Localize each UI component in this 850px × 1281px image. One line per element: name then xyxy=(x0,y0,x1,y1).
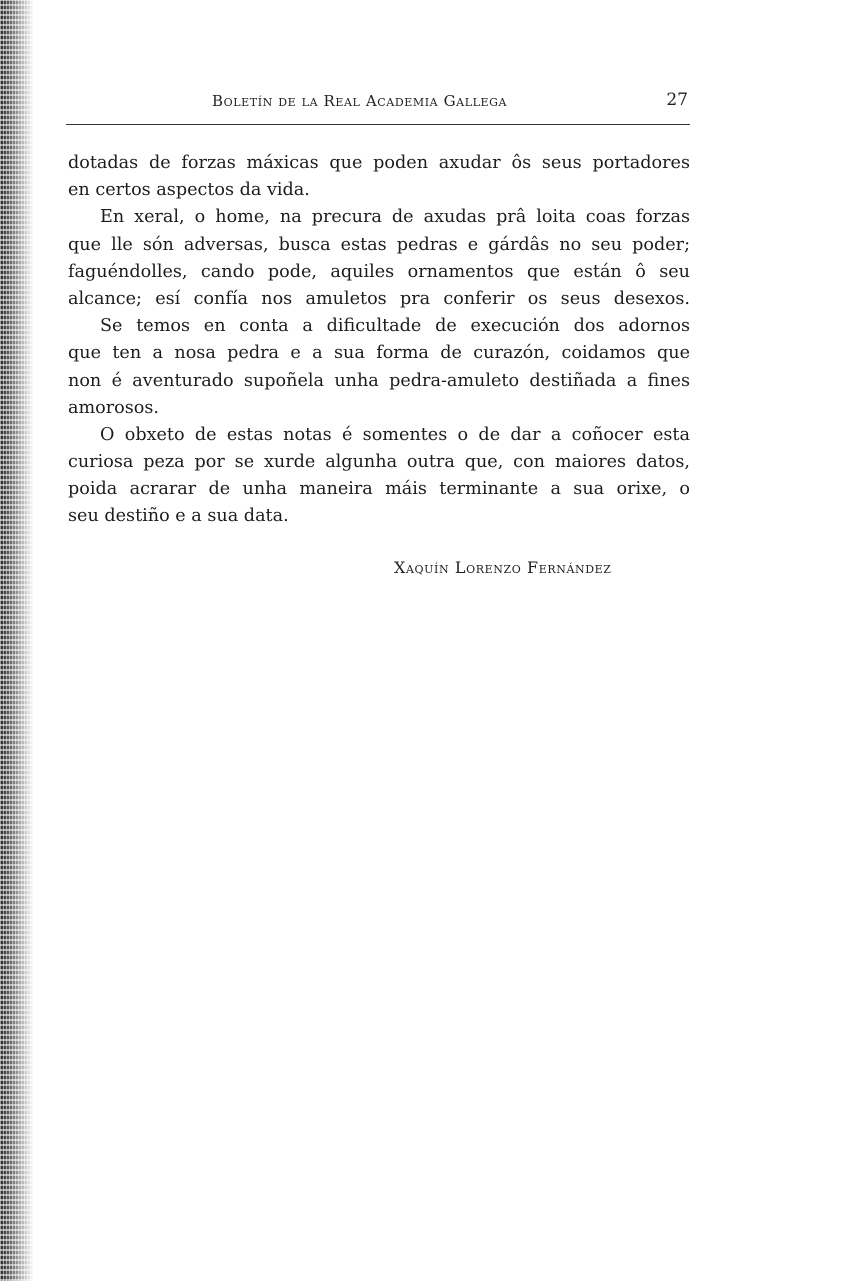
text-line: non é aventurado supoñela unha pedra-amuleto destiñada a fines xyxy=(68,370,690,391)
text-line: En xeral, o home, na precura de axudas prâ loita coas forzas xyxy=(100,207,690,228)
text-line: que ten a nosa pedra e a sua forma de curazón, coidamos que xyxy=(68,343,690,364)
running-header xyxy=(66,92,690,114)
header-rule xyxy=(66,124,690,125)
body-text xyxy=(68,150,690,531)
text-line: seu destiño e a sua data. xyxy=(68,506,289,527)
text-line: Se temos en conta a dificultade de execución dos adornos xyxy=(100,316,690,337)
scanned-binding-edge xyxy=(0,0,34,1281)
text-line: que lle són adversas, busca estas pedras e gárdâs no seu poder; xyxy=(68,234,690,255)
text-line: curiosa peza por se xurde algunha outra que, con maiores datos, xyxy=(68,452,690,473)
text-line: en certos aspectos da vida. xyxy=(68,180,310,201)
text-line: amorosos. xyxy=(68,397,160,418)
text-line: alcance; esí confía nos amuletos pra conferir os seus desexos. xyxy=(68,288,690,309)
author-signature: Xaquín Lorenzo Fernández xyxy=(394,558,612,577)
page-number: 27 xyxy=(666,90,688,110)
text-line: dotadas de forzas máxicas que poden axudar ôs seus portadores xyxy=(68,153,690,173)
text-line: faguéndolles, cando pode, aquiles ornamentos que están ô seu xyxy=(68,261,690,282)
running-title: Boletín de la Real Academia Gallega xyxy=(212,92,508,110)
text-line: poida acrarar de unha maneira máis terminante a sua orixe, o xyxy=(68,479,690,500)
text-line: O obxeto de estas notas é somentes o de dar a coñocer esta xyxy=(100,424,690,445)
